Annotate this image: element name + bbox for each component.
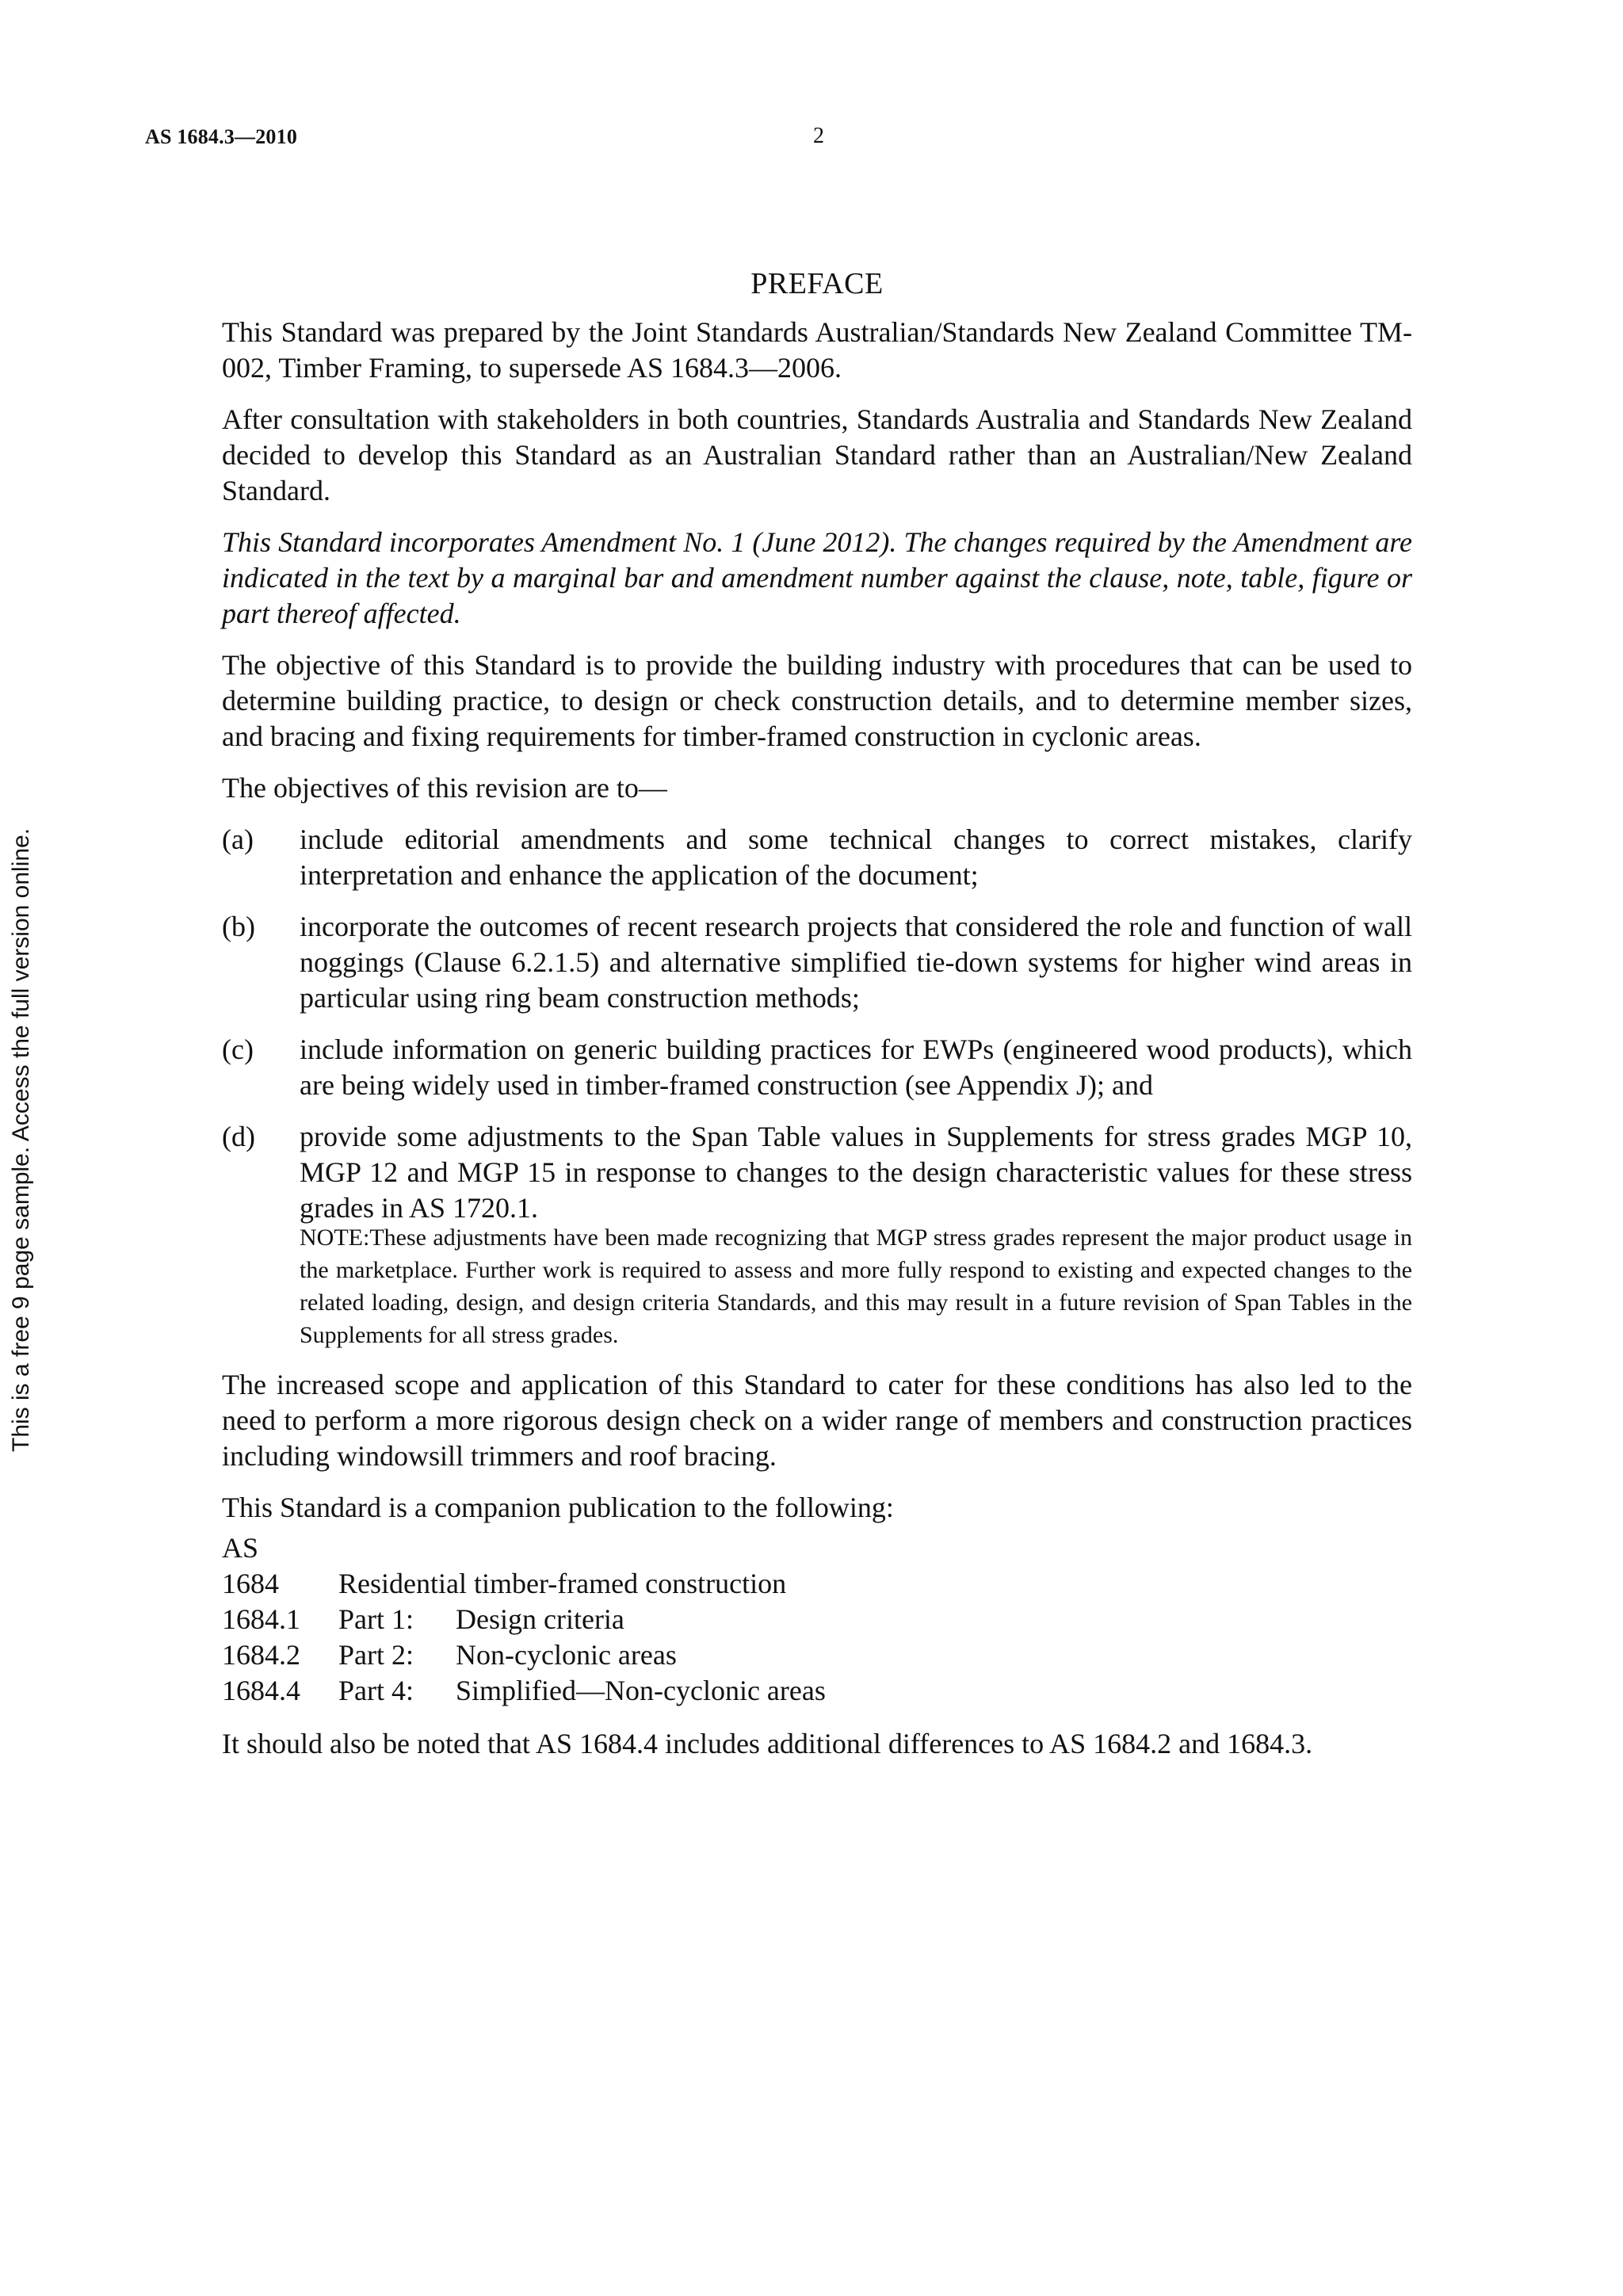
list-item-text: include information on generic building practices for EWPs (engineered wood products), which are being widely used in timber-framed construction (see Appendix J); and: [300, 1033, 1412, 1101]
standard-number: 1684: [222, 1568, 279, 1599]
companion-row: [222, 1673, 1412, 1709]
list-item-body: [300, 1119, 1412, 1351]
companion-row: [222, 1637, 1412, 1673]
paragraph-committee: This Standard was prepared by the Joint Standards Australian/Standards New Zealand Committee TM-002, Timber Framing, to supersede AS 1684.3—2006.: [222, 316, 1412, 384]
paragraph-amendment: This Standard incorporates Amendment No. 1 (June 2012). The changes required by the Amendment are indicated in the text by a marginal bar and amendment number against the clause, note, table, figure or part thereof affected.: [222, 526, 1412, 629]
companion-row: [222, 1566, 1412, 1602]
list-item-label: (a): [222, 823, 254, 855]
standard-title: Non-cyclonic areas: [456, 1639, 677, 1671]
standard-title: Simplified—Non-cyclonic areas: [456, 1675, 826, 1706]
paragraph-objective: The objective of this Standard is to provide the building industry with procedures that can be used to determine building practice, to design or check construction details, and to determine member sizes, and bracing and fixing requirements for timber-framed construction in cyclonic areas.: [222, 649, 1412, 752]
paragraph-consultation: After consultation with stakeholders in both countries, Standards Australia and Standards New Zealand decided to develop this Standard as an Australian Standard rather than an Australian/New Zealand Standard.: [222, 403, 1412, 506]
note-text: NOTE:These adjustments have been made recognizing that MGP stress grades represent the major product usage in the marketplace. Further work is required to assess and more fully respond to existing and expected changes to the related loading, design, and design criteria Standards, and this may result in a future revision of Span Tables in the Supplements for all stress grades.: [300, 1224, 1412, 1348]
preface-section: [222, 262, 1412, 1778]
companion-row: [222, 1602, 1412, 1637]
list-item-text: include editorial amendments and some technical changes to correct mistakes, clarify interpretation and enhance the application of the document;: [300, 823, 1412, 891]
standard-title: Residential timber-framed construction: [338, 1568, 787, 1599]
sample-notice: This is a free 9 page sample. Access the full version online.: [8, 827, 34, 1452]
companion-list: [222, 1530, 1412, 1709]
standard-title: Design criteria: [456, 1603, 624, 1635]
paragraph-scope: The increased scope and application of this Standard to cater for these conditions has also led to the need to perform a more rigorous design check on a wider range of members and construction practices including windowsill trimmers and roof bracing.: [222, 1369, 1412, 1472]
list-item-label: (b): [222, 911, 255, 942]
companion-prefix: AS: [222, 1532, 259, 1564]
objectives-intro: The objectives of this revision are to—: [222, 772, 667, 804]
list-item-label: (d): [222, 1121, 255, 1152]
page-number: 2: [813, 124, 824, 148]
list-item: [222, 1119, 1412, 1351]
list-item: [222, 822, 1412, 893]
standard-part: Part 4:: [338, 1675, 414, 1706]
page-title: PREFACE: [750, 267, 884, 300]
standard-number: 1684.2: [222, 1639, 300, 1671]
companion-intro: This Standard is a companion publication to the following:: [222, 1492, 894, 1523]
standard-part: Part 1:: [338, 1603, 414, 1635]
standard-number: 1684.1: [222, 1603, 300, 1635]
list-item: [222, 909, 1412, 1016]
paragraph-final: It should also be noted that AS 1684.4 includes additional differences to AS 1684.2 and 1684.3.: [222, 1728, 1313, 1759]
list-item-text: provide some adjustments to the Span Table values in Supplements for stress grades MGP 10, MGP 12 and MGP 15 in response to changes to the design characteristic values for these stress grades in AS 1720.1.: [300, 1121, 1412, 1224]
list-item-label: (c): [222, 1033, 254, 1065]
list-item: [222, 1032, 1412, 1103]
list-item-text: incorporate the outcomes of recent research projects that considered the role and function of wall noggings (Clause 6.2.1.5) and alternative simplified tie-down systems for higher wind areas in particular using ring beam construction methods;: [300, 911, 1412, 1014]
standard-part: Part 2:: [338, 1639, 414, 1671]
document-id: AS 1684.3—2010: [145, 125, 298, 148]
companion-prefix-row: [222, 1530, 1412, 1566]
standard-number: 1684.4: [222, 1675, 300, 1706]
